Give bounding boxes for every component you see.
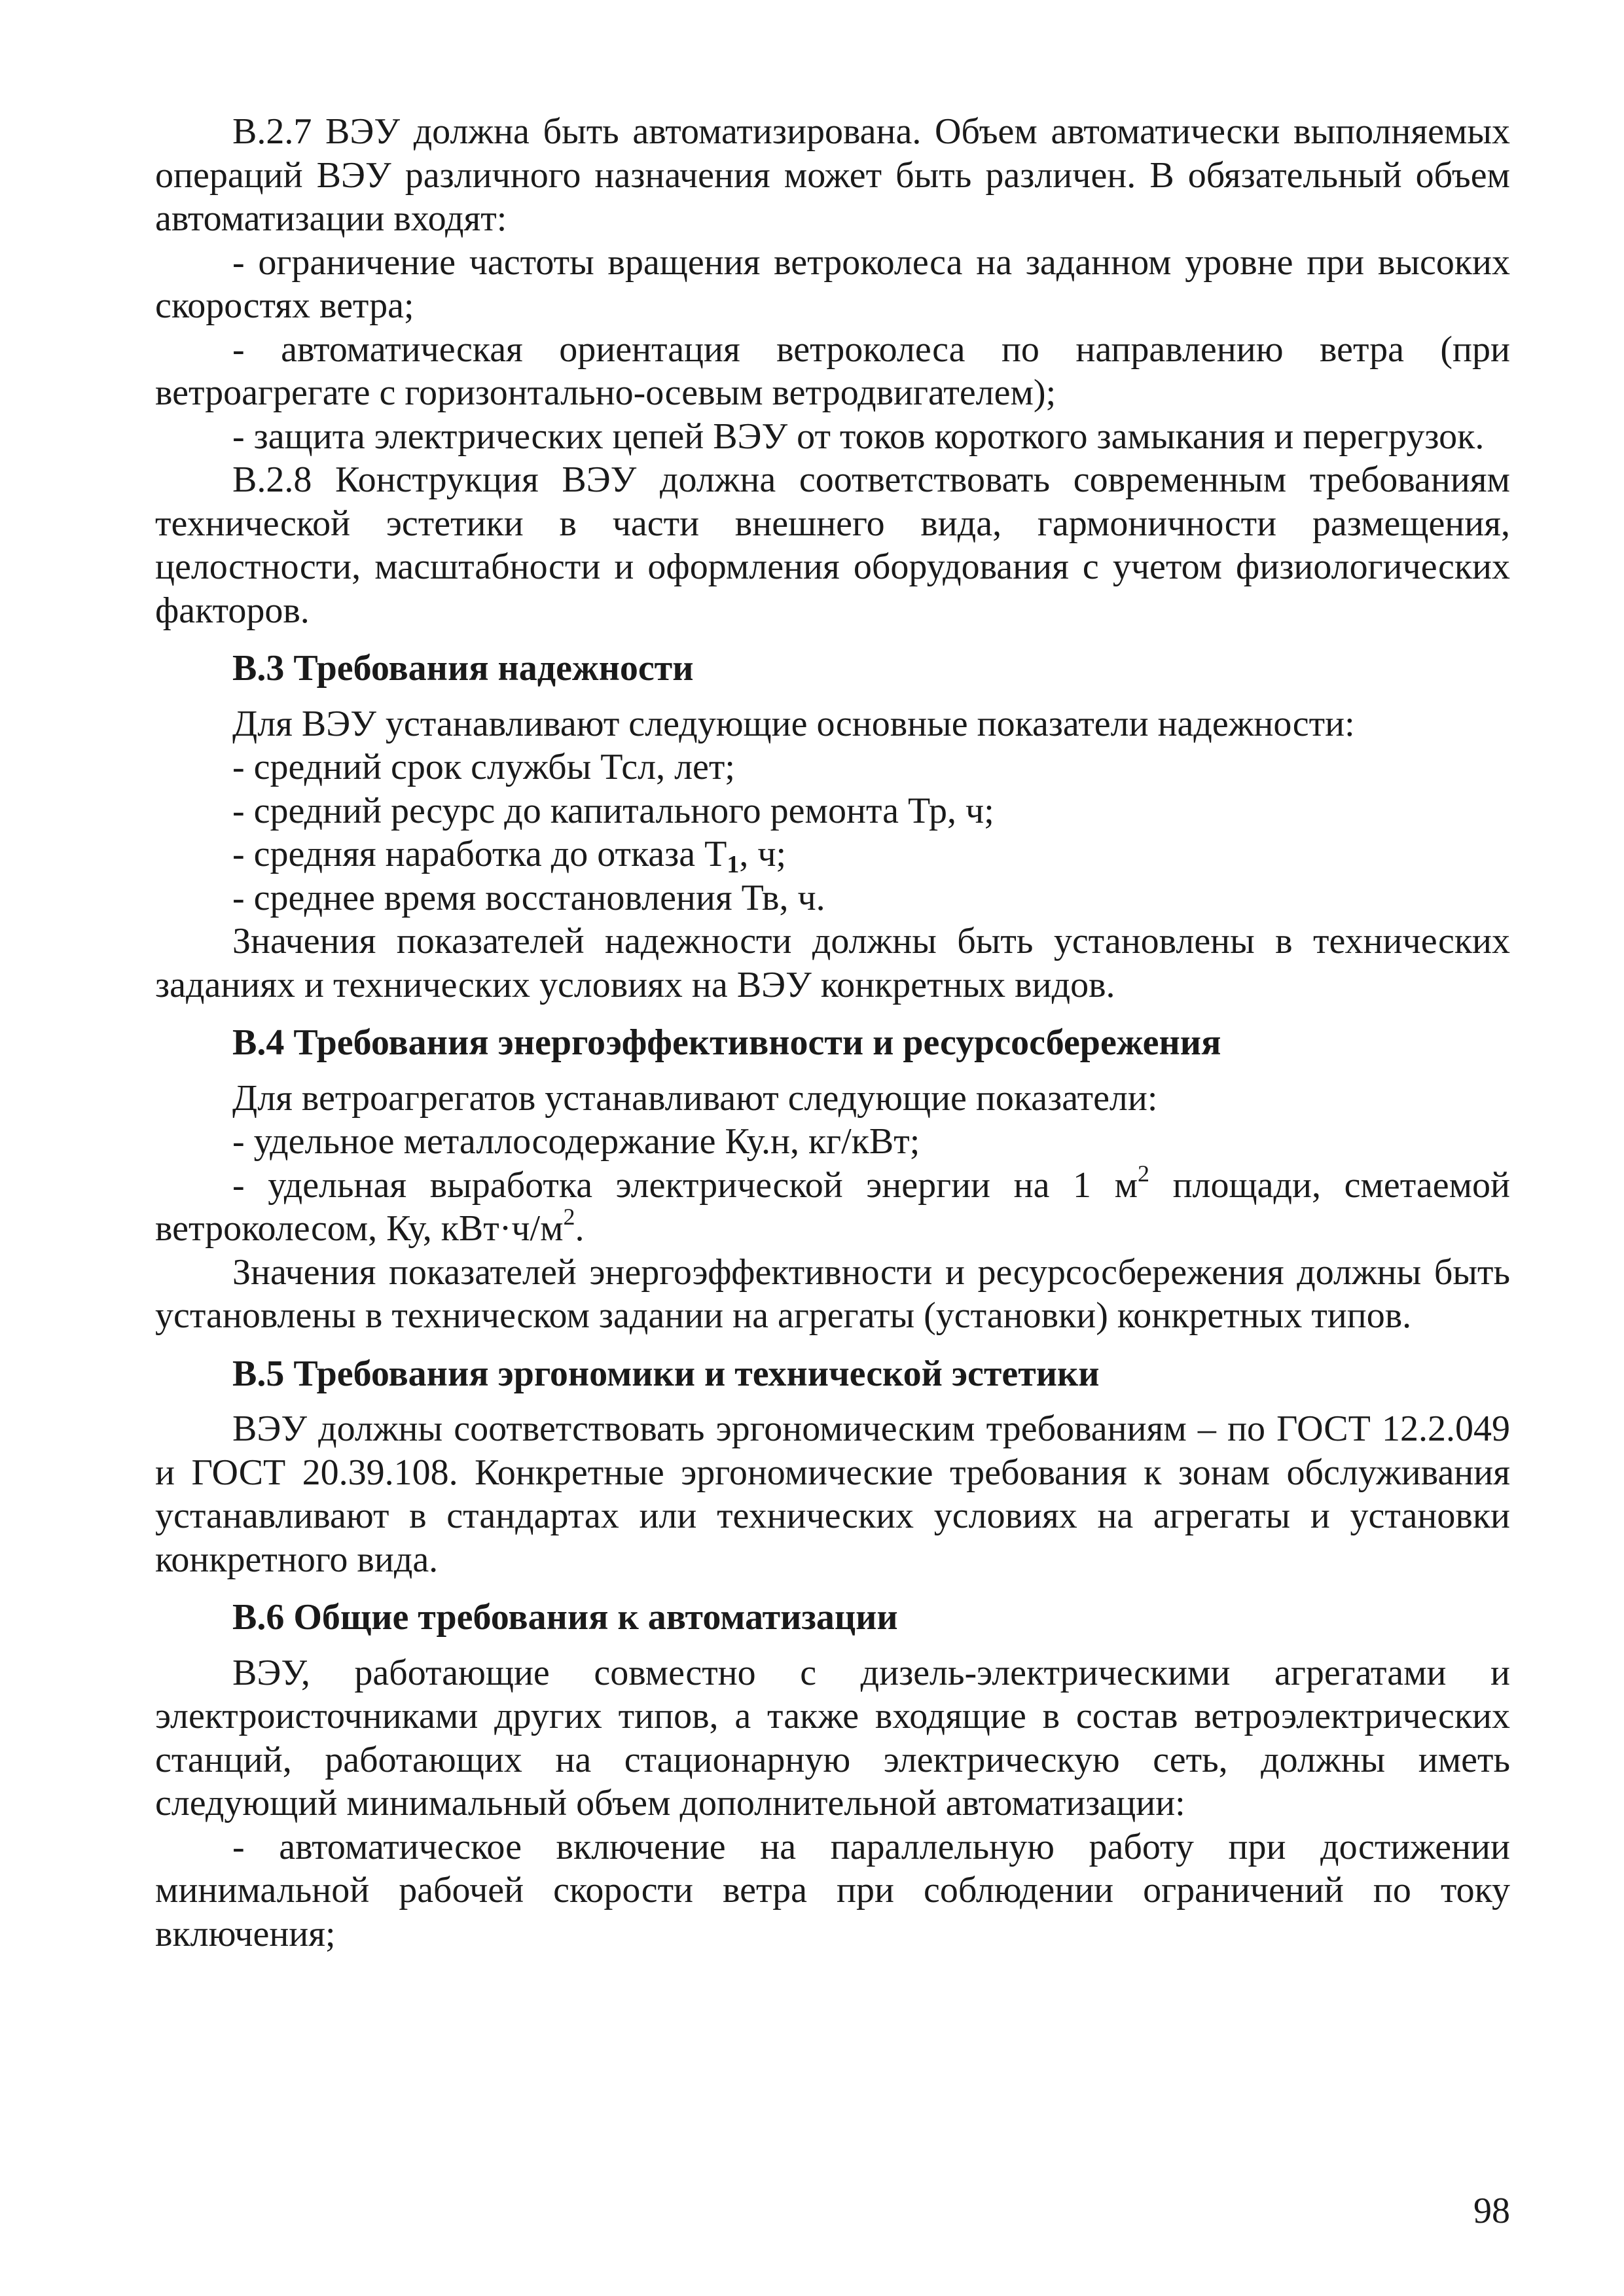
- list-item-protection: - защита электрических цепей ВЭУ от токов короткого замыкания и перегрузок.: [232, 416, 1485, 457]
- paragraph-b-4-intro: Для ветроагрегатов устанавливают следующие показатели:: [232, 1077, 1158, 1119]
- paragraph-b-3-outro: Значения показателей надежности должны быть установлены в технических заданиях и технических условиях на ВЭУ конкретных видов.: [155, 921, 1510, 1005]
- list-item-energy-output: [155, 1160, 1510, 1251]
- page-number: 98: [1473, 2191, 1510, 2231]
- paragraph-b-3-intro: Для ВЭУ устанавливают следующие основные показатели надежности:: [232, 703, 1355, 744]
- paragraph-b-4-outro: Значения показателей энергоэффективности и ресурсосбережения должны быть установлены в техническом задании на агрегаты (установки) конкретных типов.: [155, 1251, 1510, 1336]
- heading-b-5: В.5 Требования эргономики и технической эстетики: [232, 1353, 1100, 1394]
- energy-output-superscript: 2: [1138, 1160, 1150, 1187]
- list-item-auto-parallel: - автоматическое включение на параллельную работу при достижении минимальной рабочей скорости ветра при соблюдении ограничений по току включения;: [155, 1826, 1510, 1954]
- paragraph-b-2-8: В.2.8 Конструкция ВЭУ должна соответствовать современным требованиям технической эстетики в части внешнего вида, гармоничности размещения, целостности, масштабности и оформления оборудования с учетом физиологических факторов.: [155, 459, 1510, 631]
- list-item-resource: - средний ресурс до капитального ремонта Тр, ч;: [232, 790, 994, 831]
- list-item-rotation-limit: - ограничение частоты вращения ветроколеса на заданном уровне при высоких скоростях ветра;: [155, 242, 1510, 326]
- document-page: [155, 110, 1510, 1956]
- paragraph-b-5: ВЭУ должны соответствовать эргономическим требованиям – по ГОСТ 12.2.049 и ГОСТ 20.39.108. Конкретные эргономические требования к зонам обслуживания устанавливают в стандартах или технических условиях на агрегаты и установки конкретного вида.: [155, 1408, 1510, 1580]
- list-item-orientation: - автоматическая ориентация ветроколеса по направлению ветра (при ветроагрегате с горизонтально-осевым ветродвигателем);: [155, 329, 1510, 413]
- heading-b-6: В.6 Общие требования к автоматизации: [232, 1597, 898, 1638]
- heading-b-3: В.3 Требования надежности: [232, 648, 694, 689]
- paragraph-b-6: ВЭУ, работающие совместно с дизель-электрическими агрегатами и электроисточниками других типов, а также входящие в состав ветроэлектрических станций, работающих на стационарную электрическую сеть, должны иметь следующий минимальный объем дополнительной автоматизации:: [155, 1652, 1510, 1823]
- list-item-mtbf: [155, 833, 1510, 876]
- list-item-metal-content: - удельное металлосодержание Ку.н, кг/кВт;: [232, 1121, 920, 1162]
- energy-output-text-2: площади, сметаемой ветроколесом, Ку, кВт·ч/м: [155, 1164, 1510, 1249]
- energy-output-superscript-2: 2: [563, 1204, 575, 1230]
- list-item-recovery-time: - среднее время восстановления Тв, ч.: [232, 877, 825, 918]
- list-item-service-life: - средний срок службы Тсл, лет;: [232, 747, 735, 787]
- heading-b-4: В.4 Требования энергоэффективности и ресурсосбережения: [232, 1022, 1221, 1063]
- mtbf-unit: , ч;: [739, 834, 787, 874]
- energy-output-end: .: [575, 1208, 585, 1249]
- mtbf-subscript: 1: [727, 851, 740, 878]
- paragraph-b-2-7: В.2.7 ВЭУ должна быть автоматизирована. Объем автоматически выполняемых операций ВЭУ различного назначения может быть различен. В обязательный объем автоматизации входят:: [155, 111, 1510, 239]
- energy-output-text: - удельная выработка электрической энергии на 1 м: [232, 1164, 1138, 1206]
- mtbf-text: - средняя наработка до отказа Т: [232, 834, 727, 874]
